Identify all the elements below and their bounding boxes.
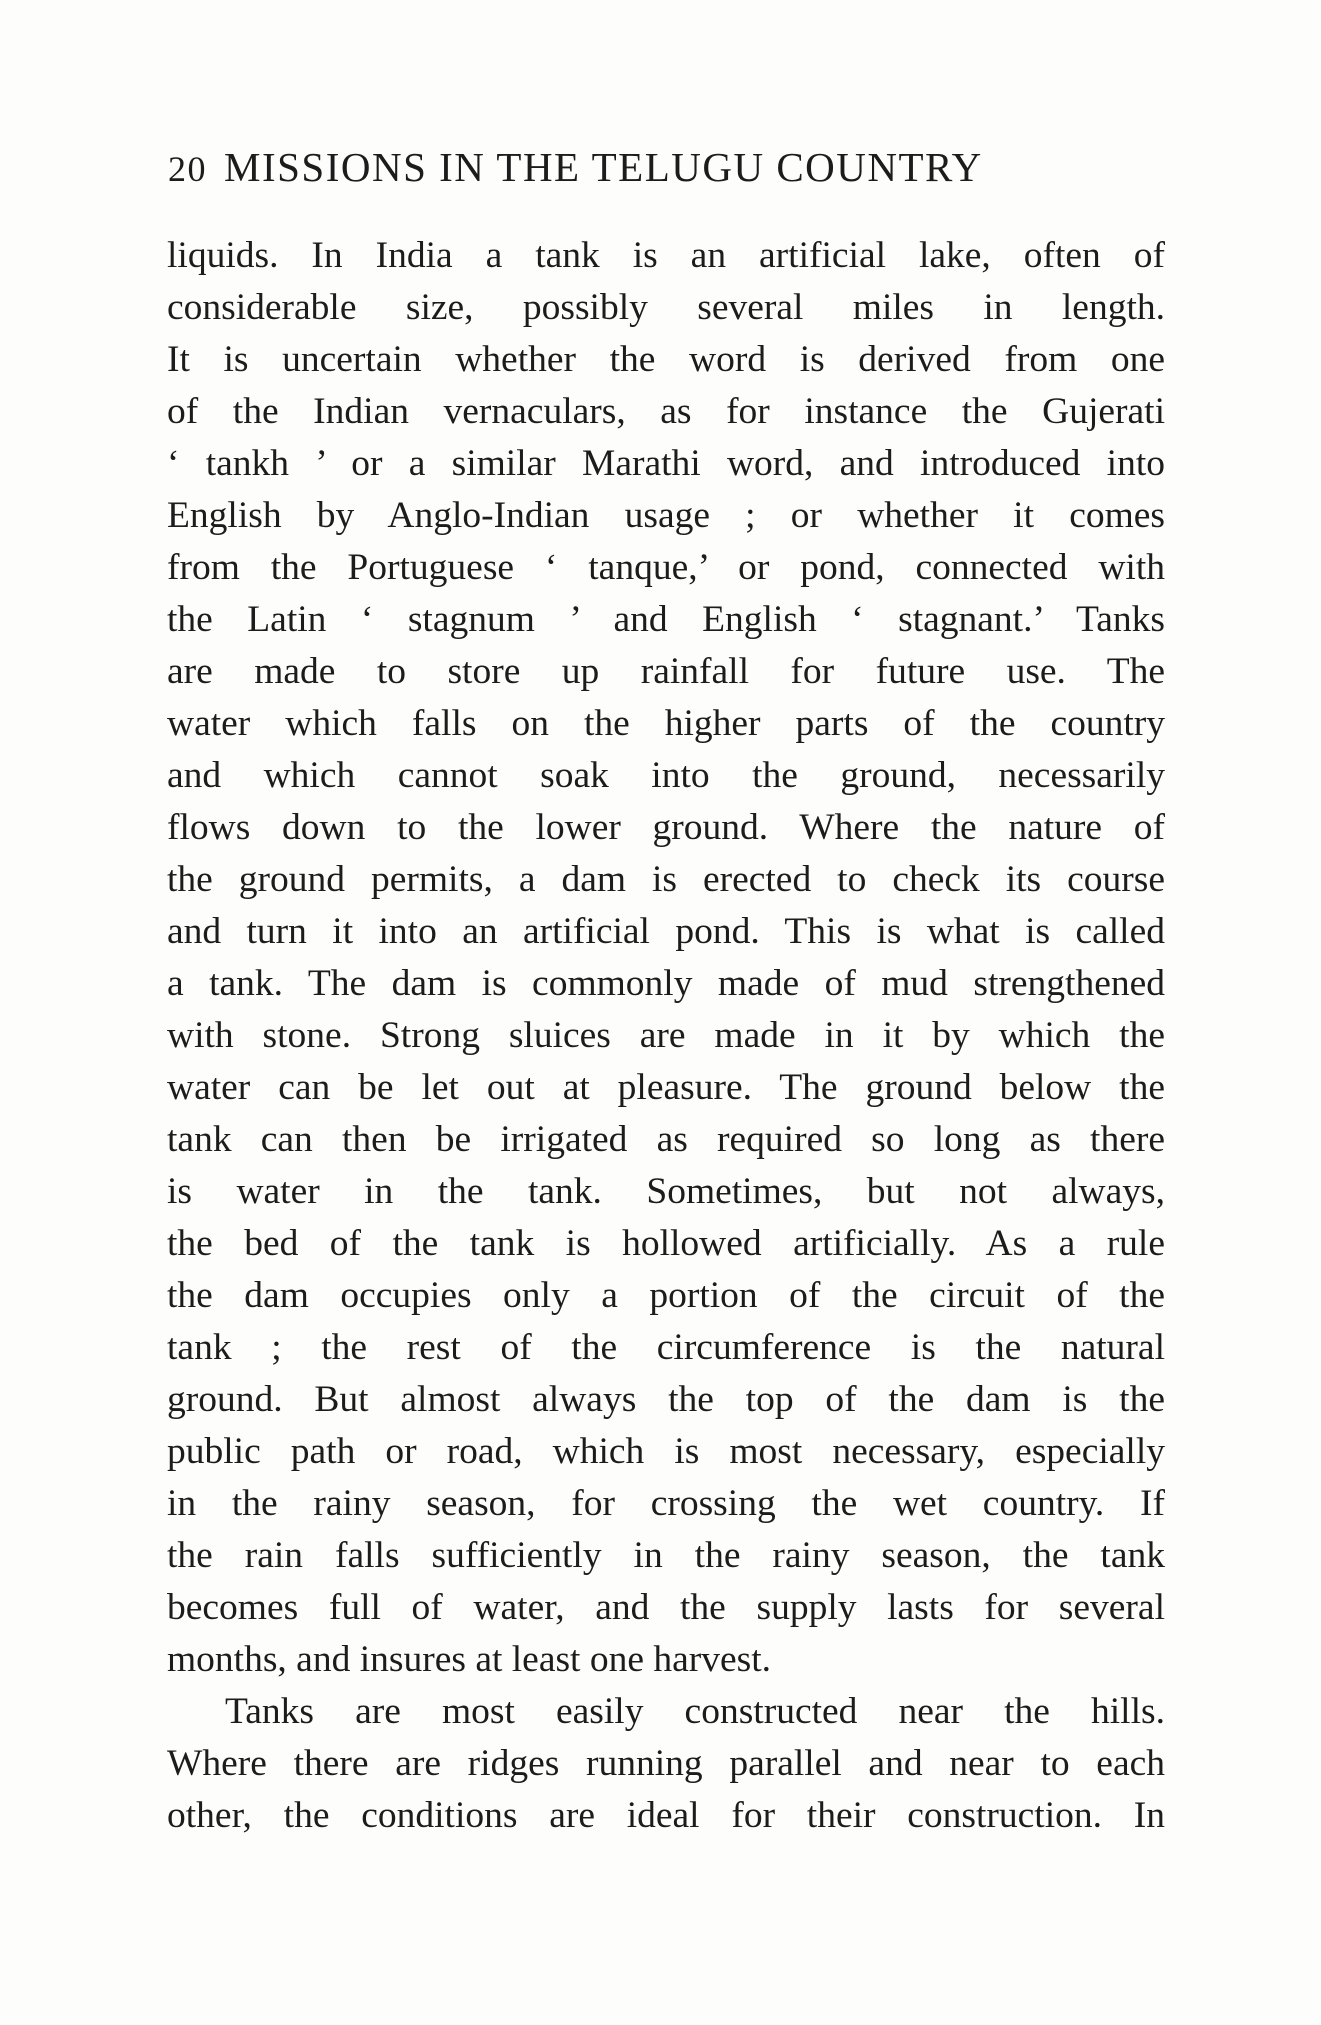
text-line: of the Indian vernaculars, as for instance the Gujerati xyxy=(167,391,1165,432)
text-line: flows down to the lower ground. Where the nature of xyxy=(167,807,1165,848)
page-number: 20 xyxy=(168,149,207,189)
text-line: liquids. In India a tank is an artificial lake, often of xyxy=(167,235,1165,276)
text-line: and which cannot soak into the ground, necessarily xyxy=(167,755,1165,796)
text-line: a tank. The dam is commonly made of mud strengthened xyxy=(167,963,1165,1004)
text-line: the ground permits, a dam is erected to check its course xyxy=(167,859,1165,900)
running-head xyxy=(168,143,1068,193)
text-line: and turn it into an artificial pond. This is what is called xyxy=(167,911,1165,952)
text-line: the rain falls sufficiently in the rainy season, the tank xyxy=(167,1535,1165,1576)
paragraph-1 xyxy=(167,230,1165,1686)
text-line: is water in the tank. Sometimes, but not always, xyxy=(167,1171,1165,1212)
text-line: Tanks are most easily constructed near the hills. xyxy=(225,1691,1165,1732)
text-line: water can be let out at pleasure. The ground below the xyxy=(167,1067,1165,1108)
text-line: becomes full of water, and the supply lasts for several xyxy=(167,1587,1165,1628)
text-line: Where there are ridges running parallel and near to each xyxy=(167,1743,1165,1784)
text-line: tank can then be irrigated as required so long as there xyxy=(167,1119,1165,1160)
text-line: with stone. Strong sluices are made in it by which the xyxy=(167,1015,1165,1056)
text-line: in the rainy season, for crossing the wet country. If xyxy=(167,1483,1165,1524)
text-line: ‘ tankh ’ or a similar Marathi word, and introduced into xyxy=(167,443,1165,484)
text-line: from the Portuguese ‘ tanque,’ or pond, connected with xyxy=(167,547,1165,588)
text-line: ground. But almost always the top of the dam is the xyxy=(167,1379,1165,1420)
text-line: It is uncertain whether the word is derived from one xyxy=(167,339,1165,380)
text-line: the Latin ‘ stagnum ’ and English ‘ stagnant.’ Tanks xyxy=(167,599,1165,640)
text-line: public path or road, which is most necessary, especially xyxy=(167,1431,1165,1472)
text-line: months, and insures at least one harvest. xyxy=(167,1639,772,1680)
text-line: tank ; the rest of the circumference is the natural xyxy=(167,1327,1165,1368)
text-line: English by Anglo-Indian usage ; or whether it comes xyxy=(167,495,1165,536)
body-text xyxy=(167,230,1165,1842)
text-line: are made to store up rainfall for future use. The xyxy=(167,651,1165,692)
text-line: other, the conditions are ideal for their construction. In xyxy=(167,1795,1165,1836)
text-line: the dam occupies only a portion of the circuit of the xyxy=(167,1275,1165,1316)
running-title: MISSIONS IN THE TELUGU COUNTRY xyxy=(224,144,983,190)
paragraph-2 xyxy=(167,1686,1165,1842)
text-line: the bed of the tank is hollowed artificially. As a rule xyxy=(167,1223,1165,1264)
text-line: considerable size, possibly several miles in length. xyxy=(167,287,1165,328)
text-line: water which falls on the higher parts of the country xyxy=(167,703,1165,744)
